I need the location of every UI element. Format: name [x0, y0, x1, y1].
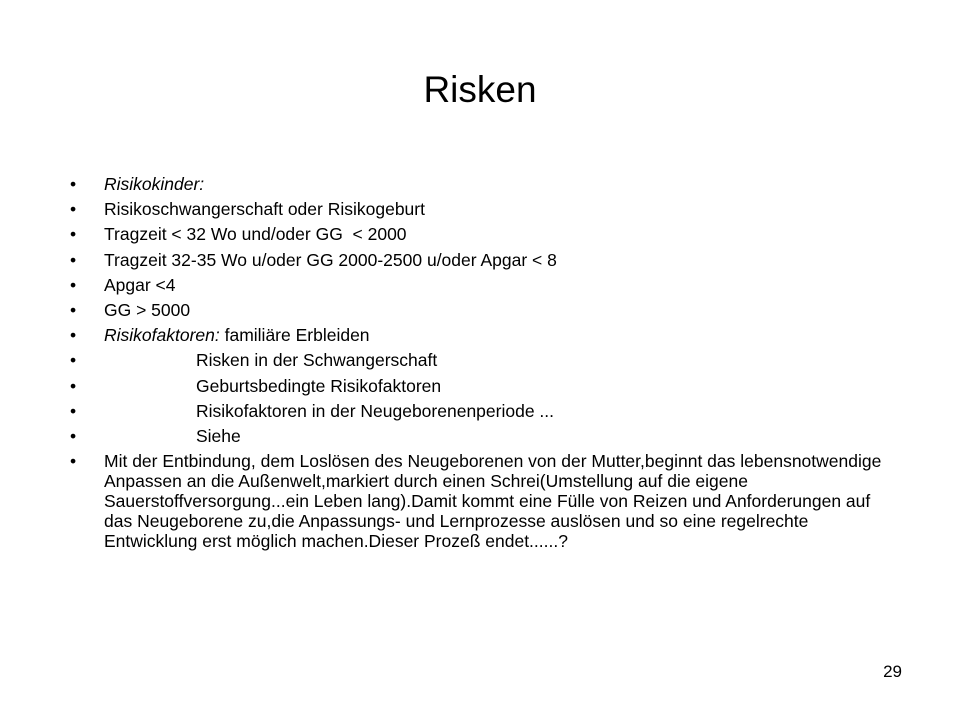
- bullet-dot: •: [70, 425, 77, 446]
- bullet-text: Mit der Entbindung, dem Loslösen des Neugeborenen von der Mutter,beginnt das lebensnotwendige Anpassen an die Außenwelt,markiert durch einen Schrei(Umstellung auf die eigene Sauerstoffversorgung...ein Leben lang).Damit kommt eine Fülle von Reizen und Anforderungen auf das Neugeborene zu,die Anpassungs- und Lernprozesse auslösen und so eine regelrechte Entwicklung erst möglich machen.Dieser Prozeß endet......?: [104, 451, 882, 552]
- bullet-item-risikofaktoren: [70, 325, 900, 346]
- bullet-dot: •: [70, 274, 77, 295]
- bullet-item-paragraph: [70, 451, 900, 551]
- bullet-prefix: Risikofaktoren:: [104, 325, 220, 346]
- bullet-text: Risken in der Schwangerschaft: [196, 350, 438, 371]
- bullet-text: familiäre Erbleiden: [219, 325, 370, 346]
- bullet-item: [70, 275, 900, 296]
- bullet-text: Risikokinder:: [104, 174, 205, 194]
- bullet-dot: •: [70, 400, 77, 421]
- bullet-text: Siehe: [196, 425, 241, 446]
- bullet-item-sub: [70, 350, 900, 371]
- bullet-text: Tragzeit 32-35 Wo u/oder GG 2000-2500 u/oder Apgar < 8: [104, 249, 557, 270]
- page-number: 29: [883, 662, 902, 681]
- slide-title: Risken: [423, 69, 537, 110]
- bullet-dot: •: [70, 325, 77, 346]
- bullet-dot: •: [70, 451, 77, 472]
- bullet-dot: •: [70, 249, 77, 270]
- bullet-item-sub: [70, 401, 900, 422]
- bullet-item: [70, 199, 900, 220]
- bullet-dot: •: [70, 174, 77, 194]
- bullet-text: Tragzeit < 32 Wo und/oder GG < 2000: [104, 224, 407, 245]
- bullet-text: Geburtsbedingte Risikofaktoren: [196, 375, 442, 396]
- bullet-item-sub: [70, 426, 900, 447]
- bullet-dot: •: [70, 350, 77, 371]
- bullet-text: GG > 5000: [104, 299, 191, 320]
- bullet-dot: •: [70, 299, 77, 320]
- bullet-dot: •: [70, 375, 77, 396]
- bullet-item: [70, 300, 900, 321]
- bullet-item-risikokinder: [70, 174, 900, 195]
- bullet-dot: •: [70, 224, 77, 245]
- bullet-item-sub: [70, 376, 900, 397]
- bullet-text: Risikofaktoren in der Neugeborenenperiode ...: [196, 400, 554, 421]
- bullet-item: [70, 224, 900, 245]
- bullet-text: Apgar <4: [104, 274, 176, 295]
- bullet-list: [70, 174, 900, 555]
- bullet-item: [70, 250, 900, 271]
- bullet-dot: •: [70, 199, 77, 220]
- bullet-text: Risikoschwangerschaft oder Risikogeburt: [104, 199, 425, 220]
